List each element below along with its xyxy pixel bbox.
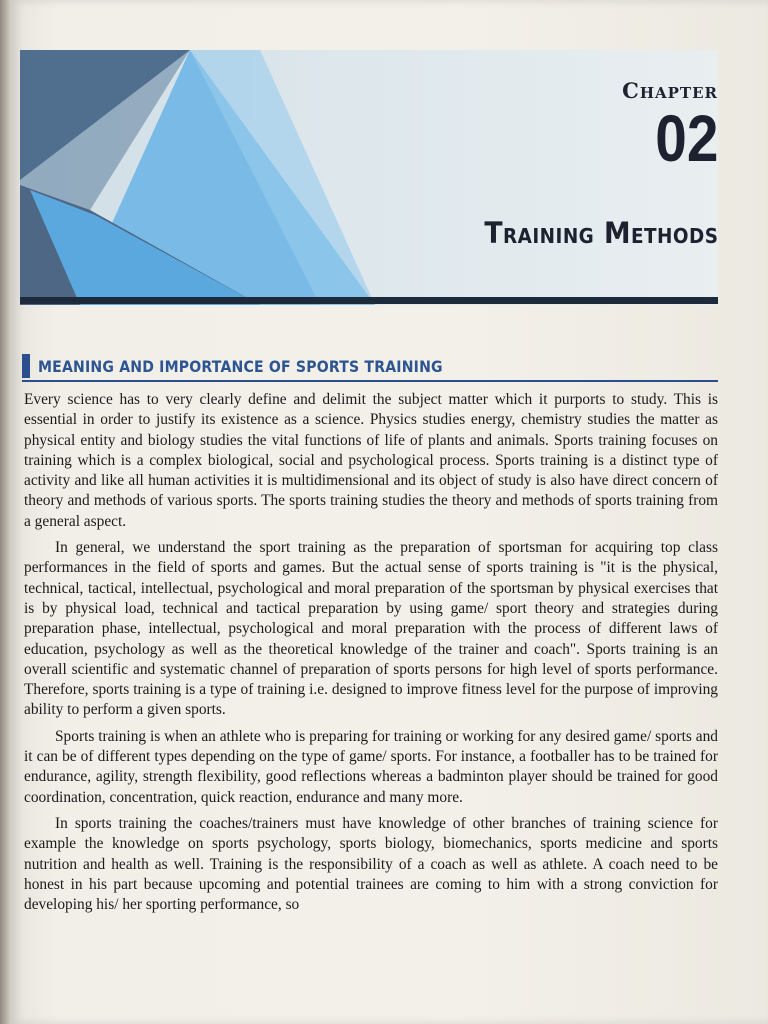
book-spine-shadow	[0, 0, 10, 1024]
paragraph: Every science has to very clearly define and delimit the subject matter which it purports to study. This is essential in order to justify its existence as a science. Physics studies energy, chemistry studies the matter as physical entity and biology studies the vital functions of life of plants and animals. Sports training focuses on training which is a complex biological, social and psychological process. Sports training is a distinct type of activity and like all human activities it is multidimensional and its object of study is also have direct concern of theory and methods of various sports. The sports training studies the theory and methods of sports training from a general aspect.	[24, 391, 718, 530]
paragraph: In sports training the coaches/trainers must have knowledge of other branches of training science for example the knowledge on sports psychology, sports biology, biomechanics, sports medicine and sports nutrition and health as well. Training is the responsibility of a coach as well as athlete. A coach need to be honest in his part because upcoming and potential trainees are coming to him with a strong conviction for developing his/ her sporting performance, so	[24, 814, 718, 914]
chapter-banner	[20, 50, 718, 305]
banner-geometric-graphic	[20, 50, 718, 305]
section-heading-bar	[22, 354, 30, 378]
chapter-title: Training Methods	[483, 216, 718, 250]
paragraph: In general, we understand the sport training as the preparation of sportsman for acquiring top class performances in the field of sports and games. But the actual sense of sports training is "it is the physical, technical, tactical, intellectual, psychological and moral preparation of the sportsman by physical exercises that is by physical load, technical and tactical preparation by using game/ sport theory and strategies during preparation phase, intellectual, psychological and moral preparation with the process of different laws of education, psychology as well as the theoretical knowledge of the trainer and coach". Sports training is an overall scientific and systematic channel of preparation of sports persons for high level of sports performance. Therefore, sports training is a type of training i.e. designed to improve fitness level for the purpose of improving ability to perform a given sports.	[24, 539, 718, 719]
paragraph: Sports training is when an athlete who is preparing for training or working for any desired game/ sports and it can be of different types depending on the type of game/ sports. For instance, a footballer has to be trained for endurance, agility, strength flexibility, good reflections whereas a badminton player should be trained for good coordination, concentration, quick reaction, endurance and many more.	[24, 727, 718, 806]
body-text	[24, 390, 718, 921]
section-heading-text: MEANING AND IMPORTANCE OF SPORTS TRAINING	[38, 357, 443, 376]
banner-rule	[20, 297, 718, 304]
chapter-label: Chapter	[622, 78, 718, 103]
section-heading	[22, 352, 718, 382]
chapter-number: 02	[654, 101, 718, 175]
